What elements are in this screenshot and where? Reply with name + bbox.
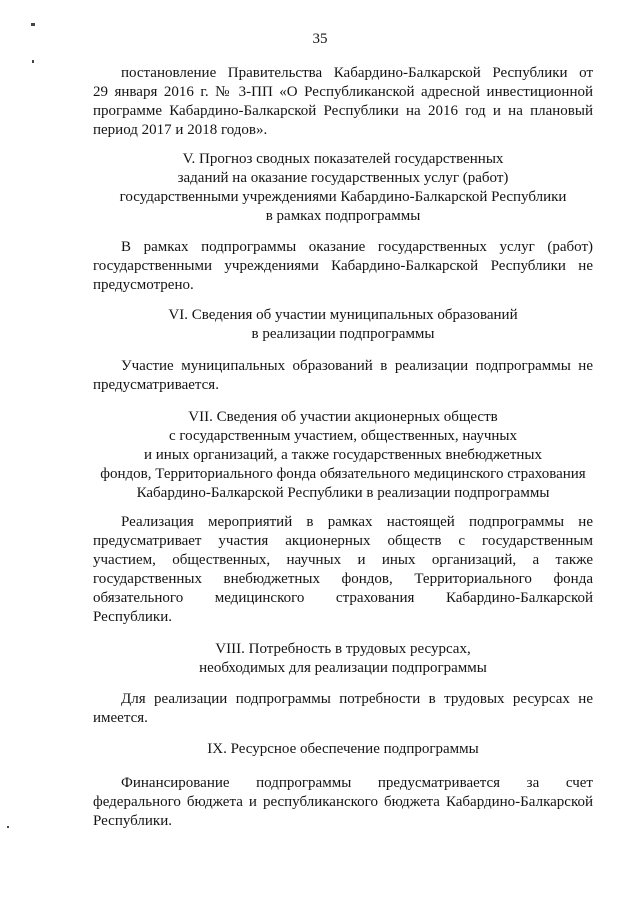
scan-mark (31, 23, 35, 26)
heading-line: VIII. Потребность в трудовых ресурсах, (215, 641, 471, 657)
heading-line: VII. Сведения об участии акционерных обществ (188, 409, 498, 425)
text-line: предусмотрено. (93, 277, 194, 293)
text-line: постановление Правительства Кабардино-Балкарской Республики от (121, 65, 593, 81)
text-line: федерального бюджета и республиканского бюджета Кабардино-Балкарской (93, 794, 593, 810)
text-line: период 2017 и 2018 годов». (93, 122, 268, 138)
section-body-vi (93, 357, 593, 395)
section-body-viii (93, 690, 593, 728)
text-line: Финансирование подпрограммы предусматривается за счет (121, 775, 593, 791)
text-line: предусматривается. (93, 377, 219, 393)
heading-line: и иных организаций, а также государственных внебюджетных (143, 447, 543, 463)
text-line: Республики. (93, 813, 172, 829)
scan-mark (7, 826, 9, 828)
heading-line: IX. Ресурсное обеспечение подпрограммы (207, 741, 479, 757)
heading-line: VI. Сведения об участии муниципальных образований (168, 307, 518, 323)
heading-line: необходимых для реализации подпрограммы (199, 660, 487, 676)
heading-line: V. Прогноз сводных показателей государственных (182, 151, 504, 167)
section-heading-viii (93, 640, 593, 678)
heading-line: Кабардино-Балкарской Республики в реализации подпрограммы (136, 485, 550, 501)
section-heading-vi (93, 306, 593, 344)
heading-line: заданий на оказание государственных услуг (работ) (177, 170, 509, 186)
text-line: участием, общественных, научных и иных организаций, а также (93, 552, 593, 568)
heading-line: государственными учреждениями Кабардино-Балкарской Республики (119, 189, 567, 205)
text-line: предусматривает участия акционерных обществ с государственным (93, 533, 593, 549)
scan-mark (32, 60, 34, 63)
section-heading-ix (93, 740, 593, 759)
section-heading-v (93, 150, 593, 226)
text-line: государственными учреждениями Кабардино-Балкарской Республики не (93, 258, 593, 274)
text-line: В рамках подпрограммы оказание государственных услуг (работ) (121, 239, 593, 255)
page-number: 35 (312, 31, 328, 47)
section-heading-vii (93, 408, 593, 503)
heading-line: в реализации подпрограммы (251, 326, 435, 342)
heading-line: фондов, Территориального фонда обязательного медицинского страхования (100, 466, 586, 482)
intro-paragraph (93, 64, 593, 140)
section-body-vii (93, 513, 593, 627)
text-line: государственных внебюджетных фондов, Территориального фонда (93, 571, 593, 587)
section-body-ix (93, 774, 593, 831)
text-line: Участие муниципальных образований в реализации подпрограммы не (121, 358, 593, 374)
heading-line: с государственным участием, общественных, научных (169, 428, 517, 444)
text-line: 29 января 2016 г. № 3-ПП «О Республиканской адресной инвестиционной (93, 84, 593, 100)
text-line: Реализация мероприятий в рамках настоящей подпрограммы не (121, 514, 593, 530)
text-line: имеется. (93, 710, 148, 726)
text-line: Республики. (93, 609, 172, 625)
text-line: Для реализации подпрограммы потребности в трудовых ресурсах не (121, 691, 593, 707)
text-line: программе Кабардино-Балкарской Республики на 2016 год и на плановый (93, 103, 593, 119)
section-body-v (93, 238, 593, 295)
heading-line: в рамках подпрограммы (265, 208, 421, 224)
text-line: обязательного медицинского страхования Кабардино-Балкарской (93, 590, 593, 606)
